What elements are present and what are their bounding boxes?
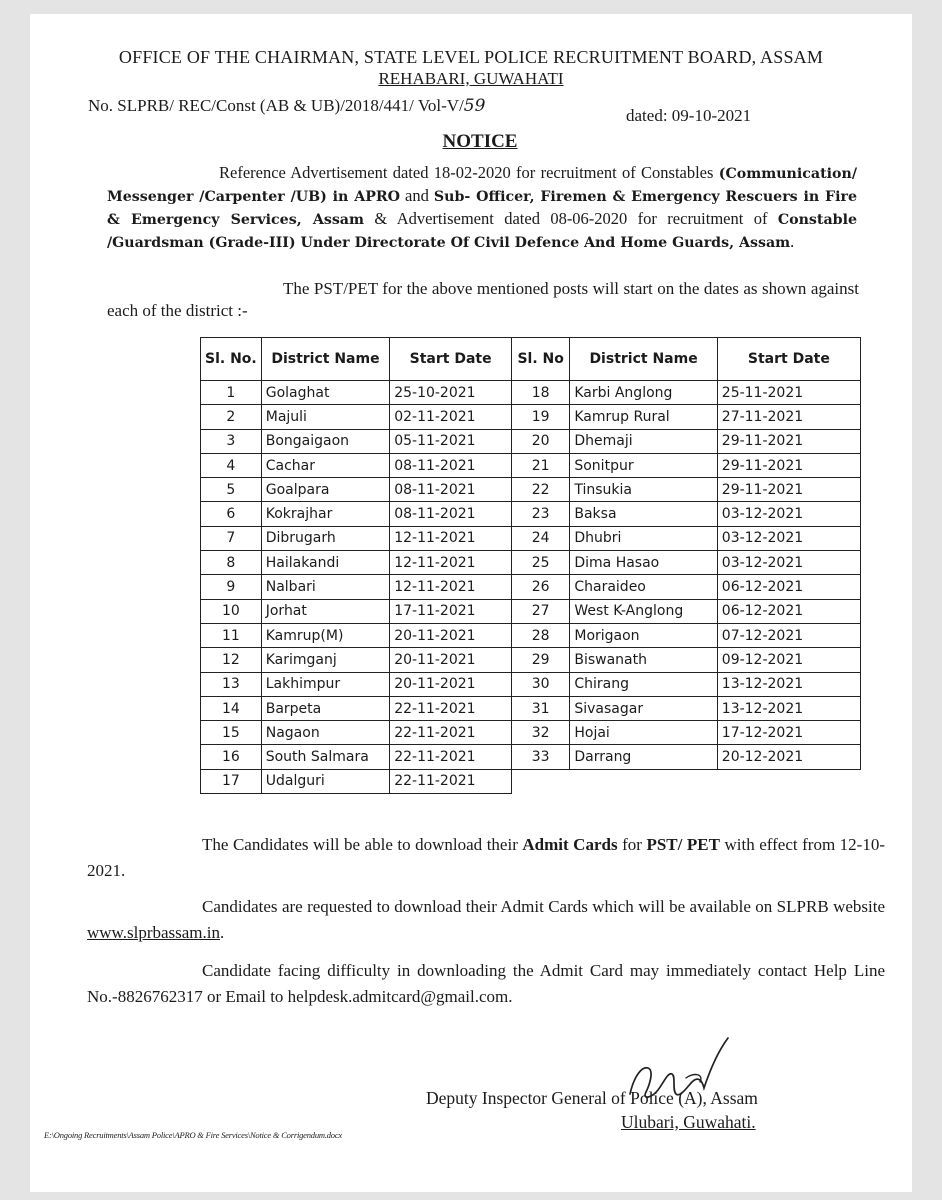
row-sl-number: 15 — [201, 721, 262, 745]
row-sl-number: 7 — [201, 526, 262, 550]
row-start-date: 29-11-2021 — [717, 429, 860, 453]
table-row — [512, 478, 861, 502]
table-row — [512, 405, 861, 429]
row-start-date: 20-12-2021 — [717, 745, 860, 769]
row-district-name: Nagaon — [261, 721, 389, 745]
row-start-date: 03-12-2021 — [717, 502, 860, 526]
row-district-name: Charaideo — [570, 575, 717, 599]
admit-card-paragraph — [87, 832, 885, 884]
table-header-row — [201, 338, 512, 381]
header-sl: Sl. No. — [201, 338, 262, 381]
reference-text-1: Reference Advertisement dated 18-02-2020 for recruitment of Constables — [219, 163, 719, 182]
row-sl-number: 23 — [512, 502, 570, 526]
table-row — [201, 599, 512, 623]
row-sl-number: 14 — [201, 696, 262, 720]
office-title: OFFICE OF THE CHAIRMAN, STATE LEVEL POLICE RECRUITMENT BOARD, ASSAM — [118, 47, 824, 67]
row-sl-number: 28 — [512, 623, 570, 647]
row-sl-number: 21 — [512, 453, 570, 477]
row-start-date: 06-12-2021 — [717, 599, 860, 623]
row-start-date: 12-11-2021 — [390, 575, 512, 599]
table-row — [201, 453, 512, 477]
row-start-date: 08-11-2021 — [390, 478, 512, 502]
admit-text-1: The Candidates will be able to download their — [202, 835, 523, 854]
row-start-date: 20-11-2021 — [390, 672, 512, 696]
row-start-date: 08-11-2021 — [390, 502, 512, 526]
signatory-location: Ulubari, Guwahati. — [621, 1112, 756, 1132]
row-start-date: 22-11-2021 — [390, 745, 512, 769]
reference-prefix: No. SLPRB/ REC/Const (AB & UB)/2018/441/ Vol-V/ — [88, 96, 464, 115]
table-row — [512, 381, 861, 405]
row-start-date: 09-12-2021 — [717, 648, 860, 672]
row-start-date: 22-11-2021 — [390, 696, 512, 720]
notice-date: dated: 09-10-2021 — [626, 106, 752, 125]
row-sl-number: 13 — [201, 672, 262, 696]
reference-paragraph — [107, 162, 857, 254]
reference-bold-1: (Communication/ Messenger /Carpenter /UB) in APRO — [107, 166, 857, 205]
row-district-name: Golaghat — [261, 381, 389, 405]
row-sl-number: 6 — [201, 502, 262, 526]
row-district-name: Baksa — [570, 502, 717, 526]
row-district-name: Sivasagar — [570, 696, 717, 720]
notice-page — [30, 14, 912, 1192]
table-row — [512, 429, 861, 453]
table-row — [201, 623, 512, 647]
row-sl-number: 31 — [512, 696, 570, 720]
row-start-date: 29-11-2021 — [717, 453, 860, 477]
row-start-date: 03-12-2021 — [717, 551, 860, 575]
row-sl-number: 2 — [201, 405, 262, 429]
district-table-right — [511, 337, 861, 770]
row-start-date: 02-11-2021 — [390, 405, 512, 429]
row-start-date: 13-12-2021 — [717, 696, 860, 720]
row-district-name: Barpeta — [261, 696, 389, 720]
table-row — [201, 381, 512, 405]
row-start-date: 25-11-2021 — [717, 381, 860, 405]
header-start-date: Start Date — [390, 338, 512, 381]
notice-heading-text: NOTICE — [442, 131, 518, 152]
row-sl-number: 4 — [201, 453, 262, 477]
row-start-date: 20-11-2021 — [390, 623, 512, 647]
table-row — [512, 696, 861, 720]
row-sl-number: 3 — [201, 429, 262, 453]
row-district-name: Majuli — [261, 405, 389, 429]
reference-number — [88, 96, 485, 116]
table-row — [512, 453, 861, 477]
row-sl-number: 29 — [512, 648, 570, 672]
table-row — [201, 575, 512, 599]
table-row — [512, 648, 861, 672]
row-district-name: Cachar — [261, 453, 389, 477]
row-start-date: 05-11-2021 — [390, 429, 512, 453]
row-district-name: South Salmara — [261, 745, 389, 769]
row-sl-number: 22 — [512, 478, 570, 502]
download-text-2: . — [220, 923, 225, 942]
row-district-name: Jorhat — [261, 599, 389, 623]
row-start-date: 29-11-2021 — [717, 478, 860, 502]
row-sl-number: 11 — [201, 623, 262, 647]
row-sl-number: 5 — [201, 478, 262, 502]
table-row — [512, 745, 861, 769]
row-district-name: Biswanath — [570, 648, 717, 672]
row-district-name: Darrang — [570, 745, 717, 769]
row-sl-number: 25 — [512, 551, 570, 575]
row-district-name: Sonitpur — [570, 453, 717, 477]
row-district-name: Lakhimpur — [261, 672, 389, 696]
row-sl-number: 20 — [512, 429, 570, 453]
row-start-date: 17-11-2021 — [390, 599, 512, 623]
helpline-paragraph: Candidate facing difficulty in downloading the Admit Card may immediately contact Help Line No.-8826762317 or Email to helpdesk.admitcard@gmail.com. — [87, 961, 885, 1006]
table-row — [512, 721, 861, 745]
row-start-date: 13-12-2021 — [717, 672, 860, 696]
table-row — [201, 696, 512, 720]
row-sl-number: 12 — [201, 648, 262, 672]
row-district-name: Karbi Anglong — [570, 381, 717, 405]
table-row — [201, 526, 512, 550]
signatory-designation: Deputy Inspector General of Police (A), Assam — [426, 1088, 758, 1108]
notice-heading — [30, 131, 912, 153]
row-district-name: Kamrup(M) — [261, 623, 389, 647]
table-row — [201, 429, 512, 453]
row-sl-number: 32 — [512, 721, 570, 745]
row-sl-number: 1 — [201, 381, 262, 405]
handwritten-number: 59 — [463, 96, 486, 116]
row-district-name: Hailakandi — [261, 551, 389, 575]
row-district-name: Tinsukia — [570, 478, 717, 502]
row-sl-number: 30 — [512, 672, 570, 696]
row-district-name: Hojai — [570, 721, 717, 745]
header-sl: Sl. No — [512, 338, 570, 381]
row-district-name: Kokrajhar — [261, 502, 389, 526]
row-district-name: Kamrup Rural — [570, 405, 717, 429]
row-sl-number: 26 — [512, 575, 570, 599]
file-path-footer: E:\Ongoing Recruitments\Assam Police\APRO & Fire Services\Notice & Corrigendum.docx — [44, 1130, 342, 1140]
row-sl-number: 19 — [512, 405, 570, 429]
row-district-name: Udalguri — [261, 769, 389, 793]
office-address: REHABARI, GUWAHATI — [378, 69, 564, 88]
admit-text-3: with effect from 12-10-2021. — [87, 835, 886, 880]
admit-bold-1: Admit Cards — [522, 835, 618, 854]
district-table-left — [200, 337, 512, 794]
download-text-1: Candidates are requested to download their Admit Cards which will be available on SLPRB website — [202, 897, 885, 916]
row-district-name: Dima Hasao — [570, 551, 717, 575]
table-header-row — [512, 338, 861, 381]
row-sl-number: 10 — [201, 599, 262, 623]
download-paragraph — [87, 894, 885, 946]
row-start-date: 07-12-2021 — [717, 623, 860, 647]
table-row — [201, 502, 512, 526]
row-district-name: Goalpara — [261, 478, 389, 502]
table-row — [201, 405, 512, 429]
row-start-date: 22-11-2021 — [390, 721, 512, 745]
row-sl-number: 9 — [201, 575, 262, 599]
website-link[interactable]: www.slprbassam.in — [87, 923, 220, 942]
reference-bold-3: Constable /Guardsman (Grade-III) Under Directorate Of Civil Defence And Home Guards, Assam — [107, 212, 857, 251]
row-district-name: Dibrugarh — [261, 526, 389, 550]
reference-text-3: & Advertisement dated 08-06-2020 for recruitment of — [364, 209, 778, 228]
header-start-date: Start Date — [717, 338, 860, 381]
row-start-date: 12-11-2021 — [390, 526, 512, 550]
row-district-name: Morigaon — [570, 623, 717, 647]
table-row — [512, 575, 861, 599]
pst-intro-paragraph: The PST/PET for the above mentioned posts will start on the dates as shown against each of the district :- — [107, 279, 859, 320]
row-sl-number: 33 — [512, 745, 570, 769]
row-sl-number: 27 — [512, 599, 570, 623]
row-sl-number: 17 — [201, 769, 262, 793]
row-sl-number: 24 — [512, 526, 570, 550]
row-start-date: 25-10-2021 — [390, 381, 512, 405]
table-row — [512, 599, 861, 623]
reference-bold-2: Sub- Officer, Firemen & Emergency Rescuers in Fire & Emergency Services, Assam — [107, 189, 857, 228]
table-row — [201, 745, 512, 769]
row-start-date: 08-11-2021 — [390, 453, 512, 477]
row-district-name: Dhemaji — [570, 429, 717, 453]
row-start-date: 06-12-2021 — [717, 575, 860, 599]
header-district: District Name — [570, 338, 717, 381]
row-district-name: Karimganj — [261, 648, 389, 672]
row-district-name: Chirang — [570, 672, 717, 696]
row-start-date: 03-12-2021 — [717, 526, 860, 550]
table-row — [512, 502, 861, 526]
row-start-date: 12-11-2021 — [390, 551, 512, 575]
reference-text-2: and — [400, 186, 434, 205]
row-district-name: West K-Anglong — [570, 599, 717, 623]
row-start-date: 22-11-2021 — [390, 769, 512, 793]
table-row — [512, 623, 861, 647]
row-start-date: 17-12-2021 — [717, 721, 860, 745]
row-district-name: Dhubri — [570, 526, 717, 550]
row-district-name: Bongaigaon — [261, 429, 389, 453]
table-row — [201, 478, 512, 502]
header-district: District Name — [261, 338, 389, 381]
reference-text-4: . — [790, 232, 795, 251]
table-row — [512, 526, 861, 550]
table-row — [512, 551, 861, 575]
row-sl-number: 8 — [201, 551, 262, 575]
table-row — [201, 721, 512, 745]
table-row — [201, 551, 512, 575]
row-sl-number: 16 — [201, 745, 262, 769]
table-row — [201, 769, 512, 793]
admit-bold-2: PST/ PET — [646, 835, 720, 854]
table-row — [512, 672, 861, 696]
table-row — [201, 672, 512, 696]
row-start-date: 27-11-2021 — [717, 405, 860, 429]
row-sl-number: 18 — [512, 381, 570, 405]
table-row — [201, 648, 512, 672]
row-district-name: Nalbari — [261, 575, 389, 599]
admit-text-2: for — [617, 835, 647, 854]
row-start-date: 20-11-2021 — [390, 648, 512, 672]
